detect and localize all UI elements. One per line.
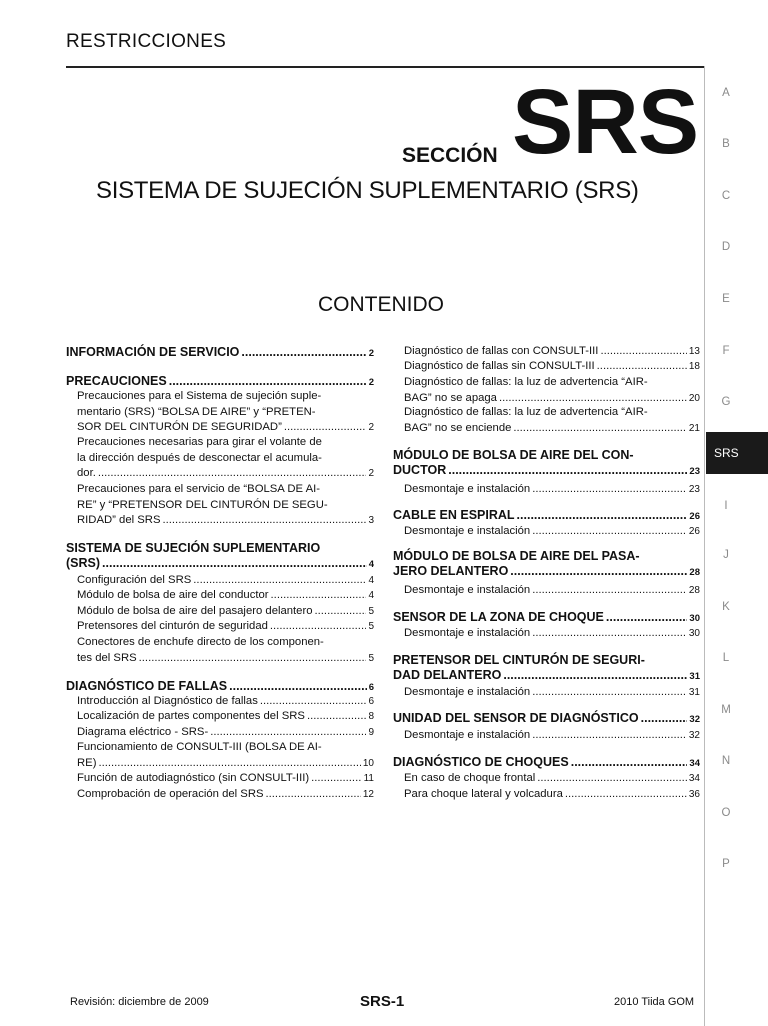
toc-entry-text: Módulo de bolsa de aire del pasajero delantero <box>77 605 313 617</box>
toc-entry-text: Desmontaje e instalación <box>404 686 531 698</box>
toc-page: 10 <box>362 757 374 769</box>
toc-entry-text: Desmontaje e instalación <box>404 584 531 596</box>
toc-entry[interactable] <box>404 482 700 498</box>
toc-entry-text: Desmontaje e instalación <box>404 483 531 495</box>
toc-entry-line: RIDAD” del SRS <box>77 514 161 526</box>
toc-heading-text: PRETENSOR DEL CINTURÓN DE SEGURI- <box>393 653 645 667</box>
contenido-heading: CONTENIDO <box>318 293 444 316</box>
toc-entry[interactable] <box>404 728 700 744</box>
toc-heading-text: UNIDAD DEL SENSOR DE DIAGNÓSTICO <box>393 711 639 725</box>
toc-entry-text: En caso de choque frontal <box>404 772 536 784</box>
index-letter-d[interactable]: D <box>721 241 731 253</box>
toc-entry[interactable] <box>77 604 374 620</box>
toc-entry-text: Desmontaje e instalación <box>404 525 531 537</box>
toc-heading-unidad-sensor[interactable] <box>393 711 700 727</box>
toc-page: 34 <box>689 758 700 769</box>
side-rule <box>704 66 705 1026</box>
toc-entry-text: Localización de partes componentes del SRS <box>77 710 305 722</box>
toc-heading-pretensor[interactable] <box>393 653 700 684</box>
toc-page: 23 <box>689 466 700 477</box>
toc-entry-line: tes del SRS <box>77 651 137 664</box>
toc-heading-text: MÓDULO DE BOLSA DE AIRE DEL CON- <box>393 448 634 462</box>
toc-page: 32 <box>688 730 700 741</box>
toc-heading-text: DIAGNÓSTICO DE FALLAS <box>66 679 228 693</box>
toc-page: 28 <box>688 585 700 596</box>
toc-page: 23 <box>688 484 700 495</box>
toc-entry-line: BAG” no se apaga <box>404 391 497 404</box>
toc-page: 30 <box>689 613 700 624</box>
toc-heading-modulo-pasajero[interactable] <box>393 549 700 580</box>
toc-entry[interactable] <box>404 359 700 375</box>
index-letter-l[interactable]: L <box>722 652 730 664</box>
toc-entry[interactable] <box>404 685 700 701</box>
toc-page: 6 <box>368 696 374 707</box>
toc-entry[interactable] <box>77 709 374 725</box>
toc-entry-text: Desmontaje e instalación <box>404 729 531 741</box>
restricciones-title: RESTRICCIONES <box>66 31 227 52</box>
toc-page: 4 <box>368 559 374 570</box>
toc-entry[interactable] <box>404 626 700 642</box>
toc-page: 30 <box>688 628 700 639</box>
toc-entry-text: Diagnóstico de fallas sin CONSULT-III <box>404 360 595 372</box>
toc-page: 18 <box>688 361 700 372</box>
toc-page: 2 <box>368 468 374 479</box>
toc-entry[interactable] <box>404 524 700 540</box>
toc-entry-text: Desmontaje e instalación <box>404 627 531 639</box>
toc-page: 9 <box>368 727 374 738</box>
toc-page: 31 <box>689 671 700 682</box>
toc-page: 3 <box>368 515 374 526</box>
toc-page: 8 <box>368 711 374 722</box>
toc-entry-line: Precauciones para el Sistema de sujeción suple- <box>77 390 322 402</box>
toc-entry-line: Funcionamiento de CONSULT-III (BOLSA DE AI- <box>77 741 322 753</box>
toc-heading-text: SISTEMA DE SUJECIÓN SUPLEMENTARIO <box>66 541 321 555</box>
toc-page: 4 <box>368 575 374 586</box>
toc-page: 32 <box>689 714 700 725</box>
page-number: SRS-1 <box>360 993 405 1010</box>
top-rule <box>66 66 704 68</box>
toc-page: 5 <box>368 652 374 664</box>
toc-entry[interactable] <box>77 787 374 803</box>
index-letter-n[interactable]: N <box>721 755 731 767</box>
toc-entry[interactable] <box>77 482 374 529</box>
toc-page: 2 <box>368 422 374 433</box>
index-letter-e[interactable]: E <box>722 293 730 305</box>
toc-heading-diagnostico-fallas[interactable] <box>66 679 374 695</box>
toc-entry[interactable] <box>77 619 374 635</box>
index-letter-b[interactable]: B <box>722 138 730 150</box>
toc-heading-text: PRECAUCIONES <box>66 374 167 388</box>
index-letter-f[interactable]: F <box>722 345 730 357</box>
toc-heading-diagnostico-choques[interactable] <box>393 755 700 771</box>
toc-entry[interactable] <box>404 375 700 406</box>
toc-entry[interactable] <box>77 435 374 482</box>
toc-heading-text: INFORMACIÓN DE SERVICIO <box>66 345 240 359</box>
toc-entry-line: mentario (SRS) “BOLSA DE AIRE” y “PRETEN- <box>77 405 316 418</box>
toc-entry[interactable] <box>404 771 700 787</box>
index-letter-p[interactable]: P <box>722 858 730 870</box>
section-title: SISTEMA DE SUJECIÓN SUPLEMENTARIO (SRS) <box>96 177 639 204</box>
toc-heading-modulo-conductor[interactable] <box>393 448 700 479</box>
toc-entry[interactable] <box>404 344 700 360</box>
toc-entry-text: Pretensores del cinturón de seguridad <box>77 620 268 632</box>
toc-entry-text: Diagnóstico de fallas con CONSULT-III <box>404 345 599 357</box>
revision-date: Revisión: diciembre de 2009 <box>70 996 209 1008</box>
toc-heading-informacion[interactable] <box>66 345 374 361</box>
index-letter-k[interactable]: K <box>722 601 730 613</box>
toc-page: 2 <box>368 377 374 388</box>
toc-entry[interactable] <box>404 787 700 803</box>
toc-entry[interactable] <box>77 588 374 604</box>
section-code: SRS <box>512 71 699 173</box>
index-letter-g[interactable]: G <box>721 396 731 408</box>
index-letter-j[interactable]: J <box>723 549 729 561</box>
toc-page: 11 <box>363 773 374 784</box>
toc-page: 2 <box>368 348 374 359</box>
toc-entry-line: RE) <box>77 756 97 769</box>
toc-page: 12 <box>362 789 374 800</box>
toc-page: 26 <box>688 526 700 537</box>
toc-page: 5 <box>368 621 374 632</box>
toc-entry[interactable] <box>77 573 374 589</box>
toc-page: 26 <box>689 511 700 522</box>
toc-page: 21 <box>688 422 700 434</box>
toc-entry-line: Diagnóstico de fallas: la luz de advertencia “AIR- <box>404 376 648 388</box>
toc-entry-text: Para choque lateral y volcadura <box>404 788 563 800</box>
toc-entry-line: Conectores de enchufe directo de los componen- <box>77 636 324 648</box>
toc-entry[interactable] <box>77 694 374 710</box>
toc-page: 31 <box>688 687 700 698</box>
toc-page: 6 <box>368 682 374 693</box>
index-letter-a[interactable]: A <box>722 87 730 99</box>
toc-heading-text: CABLE EN ESPIRAL <box>393 508 515 522</box>
index-letter-o[interactable]: O <box>721 807 731 819</box>
seccion-label: SECCIÓN <box>402 144 498 167</box>
toc-entry-text: Función de autodiagnóstico (sin CONSULT-III) <box>77 772 310 784</box>
toc-page: 13 <box>688 346 700 357</box>
model-label: 2010 Tiida GOM <box>614 996 695 1008</box>
toc-heading-precauciones[interactable] <box>66 374 374 390</box>
index-letter-m[interactable]: M <box>721 704 731 716</box>
toc-entry-line: BAG” no se enciende <box>404 421 512 434</box>
toc-heading-text: (SRS) <box>66 556 101 570</box>
toc-entry[interactable] <box>77 771 374 787</box>
toc-page: 34 <box>688 773 700 784</box>
toc-page: 20 <box>688 392 700 404</box>
toc-entry[interactable] <box>77 740 374 771</box>
toc-page: 4 <box>368 590 374 601</box>
toc-entry-text: Comprobación de operación del SRS <box>77 788 264 800</box>
toc-entry-line: Precauciones para el servicio de “BOLSA DE AI- <box>77 483 320 495</box>
toc-entry-text: Diagrama eléctrico - SRS- <box>77 726 209 738</box>
toc-entry-text: Módulo de bolsa de aire del conductor <box>77 589 269 601</box>
index-letter-c[interactable]: C <box>721 190 731 202</box>
toc-entry-text: Introducción al Diagnóstico de fallas <box>77 695 258 707</box>
toc-entry-line: dor. <box>77 467 96 479</box>
toc-heading-cable-espiral[interactable] <box>393 508 700 524</box>
toc-page: 28 <box>689 567 700 578</box>
toc-entry[interactable] <box>404 405 700 436</box>
toc-heading-text: SENSOR DE LA ZONA DE CHOQUE <box>393 610 604 624</box>
toc-entry-line: Precauciones necesarias para girar el volante de <box>77 436 322 448</box>
toc-heading-text: DIAGNÓSTICO DE CHOQUES <box>393 755 569 769</box>
toc-entry-line: SOR DEL CINTURÓN DE SEGURIDAD” <box>77 421 282 433</box>
toc-entry-line: RE” y “PRETENSOR DEL CINTURÓN DE SEGU- <box>77 498 328 511</box>
toc-heading-text: DAD DELANTERO <box>393 668 502 682</box>
toc-page: 5 <box>368 606 374 617</box>
toc-heading-text: JERO DELANTERO <box>393 564 509 578</box>
toc-entry-text: Configuración del SRS <box>77 574 192 586</box>
active-section-tab[interactable]: SRS <box>706 432 768 474</box>
toc-entry[interactable] <box>404 583 700 599</box>
toc-entry-line: Diagnóstico de fallas: la luz de advertencia “AIR- <box>404 406 648 418</box>
toc-entry[interactable] <box>77 725 374 741</box>
toc-page: 36 <box>688 789 700 800</box>
toc-heading-text: MÓDULO DE BOLSA DE AIRE DEL PASA- <box>393 549 640 563</box>
toc-entry[interactable] <box>77 635 374 666</box>
toc-entry[interactable] <box>77 389 374 436</box>
index-letter-i[interactable]: I <box>724 500 728 512</box>
toc-entry-line: la dirección después de desconectar el acumula- <box>77 451 322 464</box>
toc-heading-sistema[interactable] <box>66 541 374 572</box>
toc-heading-text: DUCTOR <box>393 463 447 477</box>
toc-heading-sensor-zona[interactable] <box>393 610 700 626</box>
